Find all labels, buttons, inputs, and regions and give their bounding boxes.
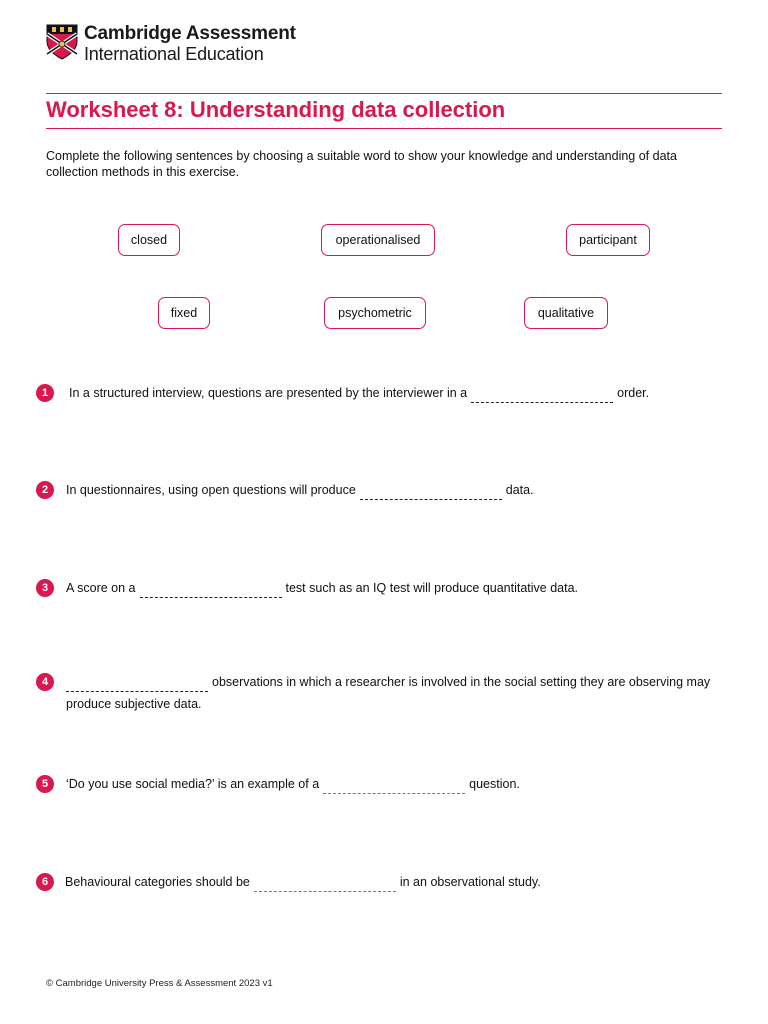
org-name-line1: Cambridge Assessment (84, 23, 296, 44)
question-text-after: observations in which a researcher is involved in the social setting they are observing may produce subjective data. (66, 675, 711, 711)
question-number-badge: 6 (36, 873, 54, 891)
question-text-after: in an observational study. (399, 875, 541, 889)
page-title: Worksheet 8: Understanding data collection (46, 97, 506, 122)
cambridge-logo (46, 24, 296, 63)
question-1 (36, 382, 716, 404)
word-bank-item[interactable]: qualitative (524, 297, 608, 329)
question-4 (36, 671, 716, 715)
title-rule-top (46, 93, 722, 94)
title-rule-bottom (46, 128, 722, 129)
question-text-before: In a structured interview, questions are presented by the interviewer in a (69, 386, 468, 400)
question-number-badge: 2 (36, 481, 54, 499)
question-6 (36, 871, 716, 893)
answer-blank[interactable] (471, 390, 613, 403)
answer-blank[interactable] (323, 781, 465, 794)
question-text-after: question. (469, 777, 520, 791)
question-number-badge: 4 (36, 673, 54, 691)
question-number-badge: 5 (36, 775, 54, 793)
answer-blank[interactable] (360, 487, 502, 500)
answer-blank[interactable] (66, 679, 208, 692)
instructions: Complete the following sentences by choosing a suitable word to show your knowledge and understanding of data collection methods in this exercise. (46, 149, 677, 179)
word-bank-item[interactable]: fixed (158, 297, 210, 329)
word-bank-item[interactable]: closed (118, 224, 180, 256)
word-bank-item[interactable]: operationalised (321, 224, 435, 256)
word-bank-item[interactable]: participant (566, 224, 650, 256)
org-name-line2: International Education (84, 44, 264, 64)
question-text-before: In questionnaires, using open questions will produce (66, 483, 356, 497)
question-text-before: Behavioural categories should be (65, 875, 250, 889)
answer-blank[interactable] (254, 879, 396, 892)
question-3 (36, 577, 716, 599)
word-bank-item[interactable]: psychometric (324, 297, 426, 329)
answer-blank[interactable] (140, 585, 282, 598)
question-text-after: data. (505, 483, 534, 497)
question-2 (36, 479, 716, 501)
question-text-before: ‘Do you use social media?’ is an example of a (66, 777, 320, 791)
question-text-after: test such as an IQ test will produce quantitative data. (285, 581, 579, 595)
question-text-before: A score on a (66, 581, 136, 595)
question-number-badge: 1 (36, 384, 54, 402)
question-number-badge: 3 (36, 579, 54, 597)
question-5 (36, 773, 716, 795)
question-text-after: order. (617, 386, 650, 400)
copyright-footer: © Cambridge University Press & Assessment 2023 v1 (46, 978, 273, 989)
crest-icon (46, 24, 78, 60)
